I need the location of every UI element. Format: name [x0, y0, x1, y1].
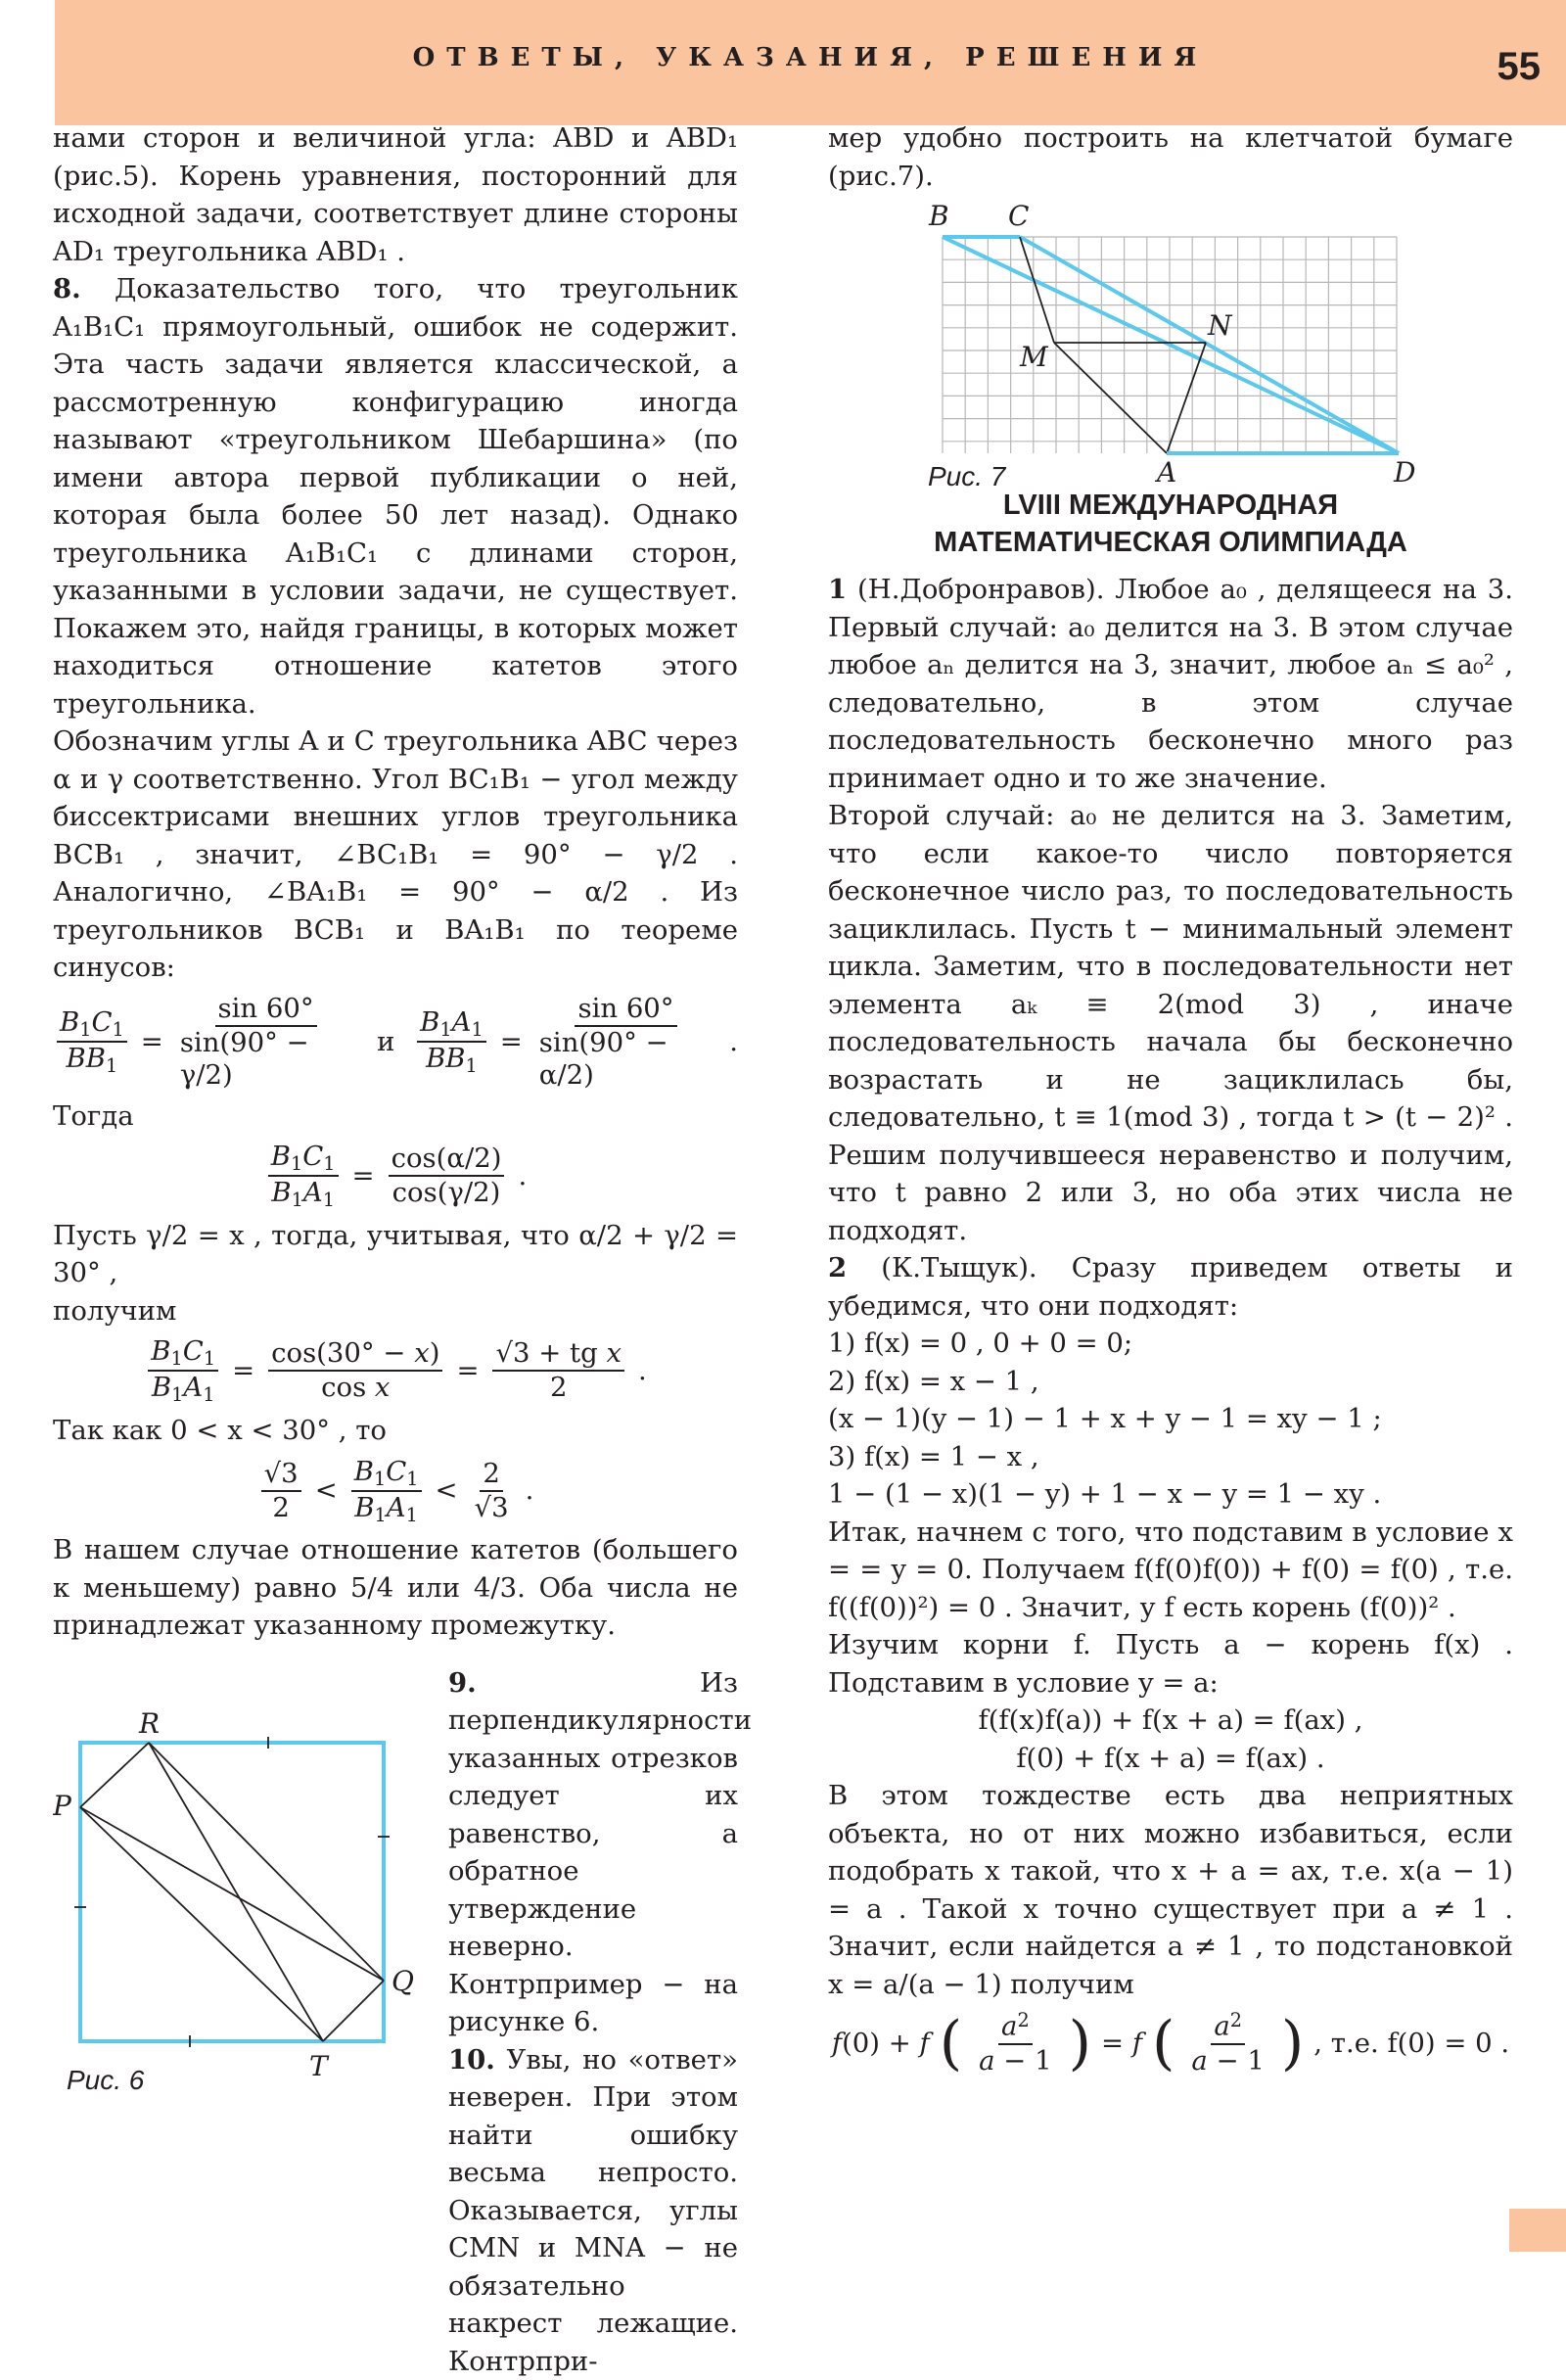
fig7-label-d: D	[1394, 456, 1416, 489]
left-para-2	[53, 270, 738, 723]
fig7-label-c: C	[1008, 200, 1030, 232]
problem-number-1: 1	[828, 574, 848, 605]
bounds-inequality: $\frac{√3}{2}$ < $\frac{B_1C_1}{B_1A_1}$ < $\frac{2}{√3}$ .	[53, 1456, 738, 1526]
problem-10-text: Увы, но «ответ» неверен. При этом найти ошибку весьма непросто. Оказывается, углы CMN и MNA − не обязательно накрест лежащие. Контрпри-	[448, 2043, 738, 2377]
fig7-label-a: A	[1157, 456, 1177, 489]
fig6-label-r: R	[139, 1711, 161, 1740]
left-tak: Так как 0 < x < 30° , то	[53, 1415, 387, 1447]
figure-7-caption: Рис. 7	[928, 461, 1006, 491]
sine-theorem-equation: $\frac{B_1C_1}{BB_1}$ = $\frac{\sin 60^\circ}{\sin(90^\circ - \gamma/2)}$ и $\frac{B_1A_1}{BB_1}$ = $\frac{\sin 60^\circ}{\sin(90^\circ - \alpha/2)}$ .	[53, 993, 738, 1092]
problem-number-9: 9.	[448, 1666, 477, 1699]
fig7-label-b: B	[929, 200, 949, 232]
corner-tab	[1509, 2209, 1566, 2252]
left-poluchim: получим	[53, 1294, 177, 1327]
ratio-cos-equation: $\frac{B_1C_1}{B_1A_1}$ = $\frac{\cos(\alpha/2)}{\cos(\gamma/2)}$ .	[53, 1141, 738, 1211]
left-para-4	[53, 1531, 738, 1645]
problem-2-identity: В этом тождестве есть два неприятных объекта, но от них можно избавиться, если подобрать x такой, что x + a = ax, т.е. x(a − 1) = a . Такой x точно существует при a ≠ 1 . Значит, если найдется a ≠ 1 , то подстановкой x = a/(a − 1) получим	[828, 1780, 1513, 2000]
answer-2: 2) f(x) = x − 1 ,	[828, 1365, 1039, 1397]
left-pust: Пусть γ/2 = x , тогда, учитывая, что α/2 + γ/2 = 30° ,	[53, 1219, 738, 1289]
problems-9-10	[448, 1664, 753, 2380]
fig6-label-q: Q	[392, 1965, 414, 1997]
problem-9-text: Из перпендикулярности указанных отрезков следует их равенство, а обратное утверждение неверно. Контрпример − на рисунке 6.	[448, 1666, 753, 2038]
page-number: 55	[1497, 45, 1541, 88]
section-title-line-2: МАТЕМАТИЧЕСКАЯ ОЛИМПИАДА	[934, 527, 1407, 558]
left-para-5	[448, 1664, 753, 2041]
equation-b: f(0) + f(x + a) = f(ax) .	[1016, 1742, 1325, 1774]
right-para-0: мер удобно построить на клетчатой бумаге (рис.7).	[828, 122, 1513, 192]
figure-7	[828, 198, 1513, 491]
problem-1-case-2: Второй случай: a₀ не делится на 3. Заметим, что если какое-то число повторяется бесконечное число раз, то последовательность зациклилась. Пусть t − минимальный элемент цикла. Заметим, что в последовательности нет элемента aₖ ≡ 2(mod 3) , иначе последовательность начала бы бесконечно возрастать и не зациклилась бы, следовательно, t ≡ 1(mod 3) , тогда t > (t − 2)² . Решим получившееся неравенство и получим, что t равно 2 или 3, но оба этих числа не подходят.	[828, 800, 1513, 1246]
ratio-x-equation: $\frac{B_1C_1}{B_1A_1}$ = $\frac{\cos(30^\circ - x)}{\text{cos x}}$ = $\frac{\text{√3 + tg x}}{2}$ .	[53, 1335, 738, 1406]
problem-2-substitution: Итак, начнем с того, что подставим в условие x = = y = 0. Получаем f(f(0)f(0)) + f(0) = f(0) , т.е. f((f(0))²) = 0 . Значит, у f есть корень (f(0))² .	[828, 1516, 1513, 1623]
square-outline	[80, 1743, 384, 2041]
fig6-label-t: T	[309, 2050, 328, 2082]
problem-2-roots: Изучим корни f. Пусть a − корень f(x) . Подставим в условие y = a:	[828, 1629, 1513, 1699]
section-title	[828, 487, 1513, 561]
answer-2-check: (x − 1)(y − 1) − 1 + x + y − 1 = xy − 1 ;	[828, 1403, 1382, 1434]
fig6-label-p: P	[53, 1790, 71, 1822]
problem-number-2: 2	[828, 1252, 848, 1283]
figure-7-drawing	[828, 198, 1513, 491]
problem-1	[828, 571, 1513, 797]
figure-6-caption: Рис. 6	[67, 2065, 145, 2095]
final-equation: f(0) + f ( $\frac{a^2}{a - 1}$ ) = f ( $\frac{a^2}{a - 1}$ ) , т.е. f(0) = 0 .	[831, 2008, 1510, 2077]
ratio-5-4: 5/4	[349, 1571, 394, 1604]
section-title-line-1: LVIII МЕЖДУНАРОДНАЯ	[1002, 490, 1339, 521]
left-togda: Тогда	[53, 1099, 134, 1132]
ratio-4-3: 4/3	[473, 1571, 518, 1604]
catheti-text: В нашем случае отношение катетов (большего к меньшему) равно	[53, 1534, 738, 1604]
problem-8-text: Доказательство того, что треугольник A₁B₁C₁ прямоугольный, ошибок не содержит. Эта часть задачи является классической, а рассмотренную конфигурацию иногда называют «треугольником Шебаршина» (по имени автора первой публикации о ней, которая была более 50 лет назад). Однако треугольника A₁B₁C₁ с длинами сторон, указанными в условии задачи, не существует. Покажем это, найдя границы, в которых может находиться отношение катетов этого треугольника.	[53, 273, 738, 720]
or-word: или	[406, 1571, 461, 1604]
not-in-interval-text: . Оба числа не принадлежат указанному промежутку.	[53, 1571, 739, 1642]
answer-3-check: 1 − (1 − x)(1 − y) + 1 − x − y = 1 − xy .	[828, 1478, 1382, 1510]
problem-2	[828, 1249, 1513, 1325]
answer-3: 3) f(x) = 1 − x ,	[828, 1440, 1039, 1472]
equation-a: f(f(x)f(a)) + f(x + a) = f(ax) ,	[978, 1704, 1363, 1736]
page-header	[55, 0, 1566, 125]
fig7-label-n: N	[1208, 309, 1232, 342]
answer-1: 1) f(x) = 0 , 0 + 0 = 0;	[828, 1328, 1133, 1359]
running-title: ОТВЕТЫ, УКАЗАНИЯ, РЕШЕНИЯ	[412, 43, 1209, 72]
problem-2-text: (К.Тыщук). Сразу приведем ответы и убедимся, что они подходят:	[828, 1252, 1513, 1322]
fig7-label-m: M	[1020, 341, 1048, 373]
final-conclusion: , т.е. f(0) = 0 .	[1313, 2027, 1510, 2059]
problem-number-8: 8.	[53, 273, 81, 304]
left-para-3: Обозначим углы A и C треугольника ABC через α и γ соответственно. Угол BC₁B₁ − угол между биссектрисами внешних углов треугольника BCB₁ , значит, ∠BC₁B₁ = 90° − γ/2 . Аналогично, ∠BA₁B₁ = 90° − α/2 . Из треугольников BCB₁ и BA₁B₁ по теореме синусов:	[53, 725, 738, 983]
left-para-6	[448, 2041, 738, 2380]
figure-6-drawing	[53, 1711, 454, 2103]
problem-1-text: (Н.Добронравов). Любое a₀ , делящееся на 3. Первый случай: a₀ делится на 3. В этом случае любое aₙ делится на 3, значит, любое aₙ ≤ a₀² , следовательно, в этом случае последовательность бесконечно много раз принимает одно и то же значение.	[828, 574, 1514, 794]
problem-number-10: 10.	[448, 2043, 495, 2076]
figure-6	[53, 1711, 454, 2103]
left-para-1: нами сторон и величиной угла: ABD и ABD₁ (рис.5). Корень уравнения, посторонний для исходной задачи, соответствует длине стороны AD₁ треугольника ABD₁ .	[53, 122, 738, 267]
